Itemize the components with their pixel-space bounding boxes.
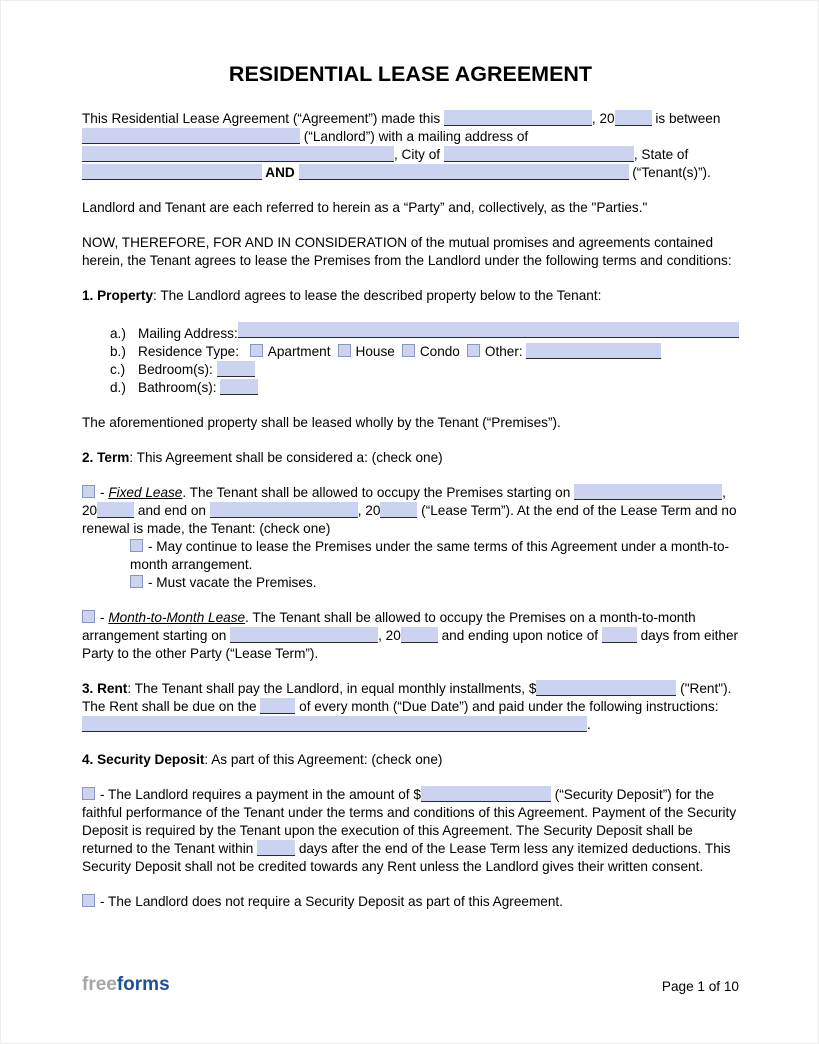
freeforms-logo [82, 974, 170, 996]
fixed-lease-options [82, 538, 739, 592]
fixed-start-date-blank[interactable] [574, 484, 722, 500]
deposit-heading-number: 4. Security Deposit [82, 752, 205, 767]
intro-and-text: AND [262, 165, 299, 180]
fixed-lease-dash: - [100, 485, 109, 500]
agreement-year-blank[interactable] [615, 110, 652, 126]
rent-due-day-blank[interactable] [260, 698, 295, 714]
checkbox-apartment[interactable] [250, 344, 263, 357]
month-to-month-text-4: days from either Party to the other Party (“Lease Term”). [82, 628, 739, 661]
consideration-paragraph: NOW, THEREFORE, FOR AND IN CONSIDERATION of the mutual promises and agreements contained herein, the Tenant agrees to lease the Premises from the Landlord under the following terms and conditions: [82, 235, 732, 268]
fixed-lease-text-2: , 20 [82, 485, 726, 518]
intro-text-3: is between [651, 111, 721, 126]
parties-paragraph: Landlord and Tenant are each referred to herein as a “Party” and, collectively, as the "Parties." [82, 200, 648, 215]
month-to-month-text-3: and ending upon notice of [437, 628, 602, 643]
property-item-bedrooms [110, 361, 739, 379]
month-to-month-label: Month-to-Month Lease [108, 610, 246, 625]
city-blank[interactable] [444, 146, 634, 162]
month-to-month-clause [82, 609, 739, 663]
term-heading-number: 2. Term [82, 450, 130, 465]
fixed-lease-checkbox[interactable] [82, 485, 95, 498]
term-heading-rest: : This Agreement shall be considered a: (check one) [129, 450, 443, 465]
item-a-label: a.) [110, 326, 126, 341]
no-security-deposit-checkbox[interactable] [82, 894, 95, 907]
property-item-residence-type [110, 343, 739, 361]
item-c-content [138, 361, 739, 379]
page-number: Page 1 of 10 [661, 979, 739, 994]
must-vacate-checkbox[interactable] [130, 575, 143, 588]
rent-text-1: : The Tenant shall pay the Landlord, in equal monthly installments, $ [127, 681, 537, 696]
property-heading-number: 1. Property [82, 288, 154, 303]
bathrooms-blank[interactable] [220, 379, 258, 395]
intro-text-5: , City of [394, 147, 444, 162]
item-c-label: c.) [110, 362, 126, 377]
checkbox-house[interactable] [338, 344, 351, 357]
house-label: House [355, 344, 395, 359]
tenant-name-blank[interactable] [299, 164, 629, 180]
fixed-lease-text-5: (“Lease Term”). At the end of the Lease Term and no renewal is made, the Tenant: (check one) [82, 503, 737, 536]
deposit-heading-rest: : As part of this Agreement: (check one) [204, 752, 443, 767]
no-deposit-text: - The Landlord does not require a Security Deposit as part of this Agreement. [100, 894, 563, 909]
month-to-month-checkbox[interactable] [82, 610, 95, 623]
property-list [82, 322, 739, 397]
item-b-content [138, 343, 739, 361]
fixed-end-year-blank[interactable] [380, 502, 417, 518]
option-must-vacate [130, 574, 739, 592]
item-d-label: d.) [110, 380, 126, 395]
deposit-required-text-2: (“Security Deposit”) for the faithful performance of the Tenant under the terms and conditions of this Agreement. Payment of the Security Deposit is required by the Tenant upon the execution of this Agreement. The Security Deposit shall be returned to the Tenant within [82, 787, 737, 856]
continue-month-to-month-checkbox[interactable] [130, 539, 143, 552]
fixed-start-year-blank[interactable] [97, 502, 134, 518]
fixed-lease-text-1: . The Tenant shall be allowed to occupy the Premises starting on [182, 485, 575, 500]
condo-label: Condo [419, 344, 460, 359]
rent-amount-blank[interactable] [536, 680, 676, 696]
bedrooms-blank[interactable] [217, 361, 255, 377]
intro-text-2: , 20 [591, 111, 615, 126]
bedrooms-label: Bedroom(s): [138, 362, 217, 377]
term-heading [82, 449, 739, 467]
intro-text-6: , State of [633, 147, 689, 162]
fixed-lease-clause [82, 484, 739, 538]
deposit-required-clause [82, 786, 739, 876]
bathrooms-label: Bathroom(s): [138, 380, 221, 395]
notice-days-blank[interactable] [602, 627, 637, 643]
state-blank[interactable] [82, 164, 262, 180]
deposit-heading [82, 751, 739, 769]
document-content [82, 62, 739, 911]
property-item-bathrooms [110, 379, 739, 397]
fixed-end-date-blank[interactable] [210, 502, 358, 518]
rent-heading-number: 3. Rent [82, 681, 128, 696]
m2m-start-year-blank[interactable] [401, 627, 438, 643]
deposit-return-days-blank[interactable] [257, 840, 295, 856]
security-deposit-amount-blank[interactable] [421, 786, 551, 802]
residence-type-label: Residence Type: [138, 344, 243, 359]
deposit-required-text-3: days after the end of the Lease Term less any itemized deductions. This Security Deposit shall not be credited towards any Rent unless the Landlord gives their written consent. [82, 841, 731, 874]
rent-text-4: . [587, 717, 591, 732]
apartment-label: Apartment [267, 344, 331, 359]
item-d-content [138, 379, 739, 397]
agreement-date-blank[interactable] [444, 110, 592, 126]
property-heading [82, 287, 739, 305]
checkbox-condo[interactable] [402, 344, 415, 357]
month-to-month-text-2: , 20 [378, 628, 401, 643]
deposit-required-text-1: - The Landlord requires a payment in the amount of $ [100, 787, 421, 802]
intro-paragraph [82, 110, 739, 182]
page-footer [82, 974, 739, 996]
other-label: Other: [484, 344, 527, 359]
rent-text-2: ("Rent"). The Rent shall be due on the [82, 681, 732, 714]
checkbox-other[interactable] [467, 344, 480, 357]
fixed-lease-label: Fixed Lease [108, 485, 183, 500]
item-b-label: b.) [110, 344, 126, 359]
intro-text-7: (“Tenant(s)”). [628, 165, 711, 180]
item-a-content [138, 322, 739, 343]
logo-forms-text: forms [116, 974, 170, 995]
property-item-mailing-address [110, 322, 739, 343]
residence-other-blank[interactable] [526, 343, 661, 359]
logo-free-text: free [82, 974, 117, 995]
premises-paragraph: The aforementioned property shall be leased wholly by the Tenant (“Premises”). [82, 415, 561, 430]
payment-instructions-blank[interactable] [82, 716, 587, 732]
rent-clause [82, 680, 739, 734]
document-title: RESIDENTIAL LEASE AGREEMENT [228, 62, 593, 86]
continue-month-to-month-text: - May continue to lease the Premises under the same terms of this Agreement under a month-to-month arrangement. [130, 539, 730, 572]
option-continue-month-to-month [130, 538, 739, 574]
no-deposit-clause [82, 893, 739, 911]
must-vacate-text: - Must vacate the Premises. [148, 575, 317, 590]
landlord-name-blank[interactable] [82, 128, 300, 144]
m2m-start-date-blank[interactable] [230, 627, 378, 643]
fixed-lease-text-4: , 20 [357, 503, 381, 518]
intro-text-1: This Residential Lease Agreement (“Agreement”) made this [82, 111, 444, 126]
security-deposit-required-checkbox[interactable] [82, 787, 95, 800]
rent-text-3: of every month (“Due Date”) and paid under the following instructions: [295, 699, 719, 714]
month-to-month-dash: - [100, 610, 109, 625]
intro-text-4: (“Landlord”) with a mailing address of [300, 129, 529, 144]
fixed-lease-text-3: and end on [134, 503, 210, 518]
mailing-address-blank[interactable] [238, 322, 739, 338]
month-to-month-text-1: . The Tenant shall be allowed to occupy the Premises on a month-to-month arrangement starting on [82, 610, 696, 643]
landlord-address-blank[interactable] [82, 146, 394, 162]
property-heading-rest: : The Landlord agrees to lease the described property below to the Tenant: [153, 288, 602, 303]
mailing-address-label: Mailing Address: [138, 326, 238, 341]
